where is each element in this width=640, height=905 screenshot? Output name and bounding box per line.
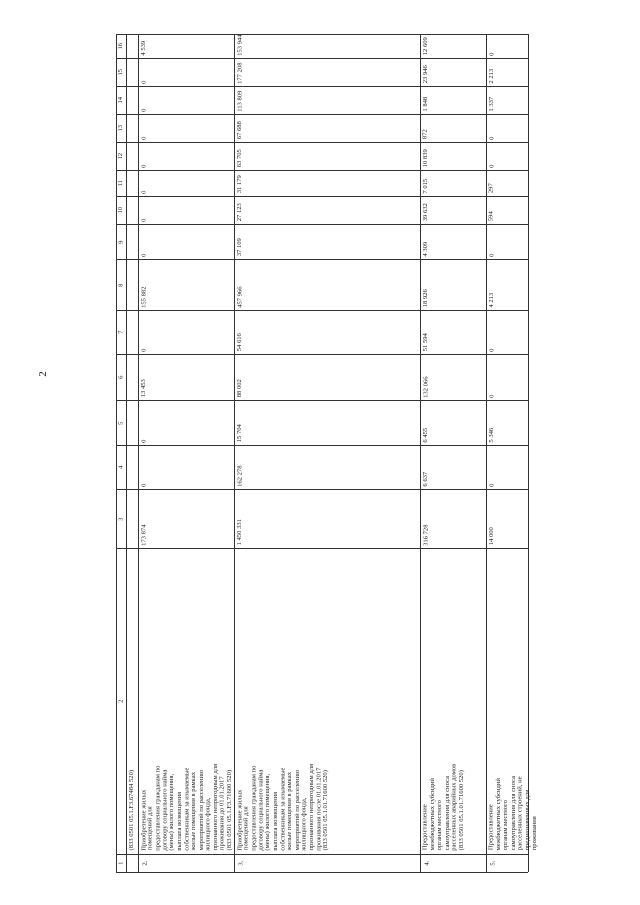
cell-value: 297: [487, 183, 495, 194]
cell-value: 0: [139, 253, 147, 257]
cell-value: 37 109: [235, 238, 243, 257]
cell-value: 15 704: [235, 424, 243, 443]
row-number: 3.: [236, 860, 244, 866]
page-number: 2: [36, 371, 49, 377]
column-header-1: 1: [116, 861, 124, 865]
row-description-line: жилищного фонда,: [300, 797, 308, 851]
cell-value: 12 609: [421, 37, 429, 56]
column-border: [116, 445, 528, 446]
row-description-line: органам местного: [436, 800, 444, 851]
column-header-3: 3: [116, 517, 124, 521]
row-description-line: предоставления гражданам по: [250, 765, 258, 851]
column-border: [116, 259, 528, 260]
cell-value: 155 882: [140, 285, 148, 308]
row-description-line: выплата возмещения: [175, 791, 183, 851]
row-description-line: помещений для: [146, 806, 154, 851]
row-description-line: (833 0501 05.1.01.71600 520): [322, 770, 330, 851]
column-border: [116, 114, 528, 115]
cell-value: 10 839: [421, 149, 429, 168]
cell-value: 0: [139, 164, 147, 168]
cell-value: 0: [139, 439, 147, 443]
row-number: 5.: [488, 860, 496, 866]
cell-value: 0: [139, 80, 147, 84]
row-description-line: расселенных аварийных домов: [450, 763, 458, 851]
column-header-6: 6: [116, 375, 124, 379]
row-description-line: договору социального найма: [257, 769, 265, 851]
cell-value: 1 848: [421, 96, 429, 112]
cell-value: 0: [139, 190, 147, 194]
cell-value: 18 926: [421, 289, 429, 308]
cell-value: 4 539: [139, 40, 147, 56]
row-description-line: жилые помещения в рамках: [190, 771, 198, 851]
column-border: [116, 489, 528, 490]
cell-value: 1 337: [487, 96, 495, 112]
cell-value: 39 632: [421, 203, 429, 222]
cell-value: 51 594: [421, 333, 429, 352]
cell-value: 88 002: [235, 379, 243, 398]
row-description-line: договору социального найма: [161, 769, 169, 851]
row-description-line: предоставления гражданам по: [154, 765, 162, 851]
row-border: [116, 34, 117, 872]
cell-value: 6 637: [421, 471, 429, 487]
column-border: [116, 872, 528, 873]
cell-value: 5 346: [487, 427, 495, 443]
column-border: [116, 854, 528, 855]
cell-value: 0: [487, 348, 495, 352]
row-description-line: Предоставление: [487, 804, 495, 851]
row-description-line: (833 0501 05.1.01.71600 520): [457, 770, 465, 851]
cell-value: 0: [139, 218, 147, 222]
cell-value: 23 946: [421, 65, 429, 84]
column-header-15: 15: [116, 68, 124, 76]
row-border: [528, 34, 529, 872]
cell-value: 0: [139, 136, 147, 140]
column-header-11: 11: [116, 180, 124, 187]
row-description-line: признанного непригодным для: [307, 763, 315, 850]
row-description-line: (мены) жилого помещения,: [264, 773, 272, 851]
row-border: [486, 34, 487, 872]
cell-value: 2 213: [487, 68, 495, 84]
column-border: [116, 142, 528, 143]
row-description-line: межбюджетных субсидий: [495, 778, 503, 851]
row-description-line: собственникам за изымаемые: [279, 767, 287, 851]
cell-value: 872: [421, 129, 429, 140]
row-description-line: (мены) жилого помещения,: [168, 773, 176, 851]
row-description-line: предназначенных для: [523, 789, 531, 851]
cell-value: 27 123: [235, 203, 243, 222]
row-description-line: жилые помещения в рамках: [286, 771, 294, 851]
row-description-line: Приобретение жилых: [235, 789, 243, 851]
cell-value: 0: [487, 483, 495, 487]
row-description-line: (833 0501 05.1.F3.71600 520): [225, 769, 233, 850]
column-header-2: 2: [116, 699, 124, 703]
cell-value: 153 944: [236, 33, 244, 56]
column-header-5: 5: [116, 421, 124, 425]
row-description-line: мероприятий по расселению: [197, 769, 205, 851]
cell-value: 0: [487, 52, 495, 56]
cell-value: 67 688: [235, 121, 243, 140]
column-border: [116, 224, 528, 225]
row-number: 4.: [422, 860, 430, 866]
cell-value: 0: [487, 164, 495, 168]
column-header-16: 16: [116, 42, 124, 50]
row-description-line: самоуправления для сноса: [443, 776, 451, 851]
row-description-line: Предоставление: [421, 804, 429, 851]
cell-value: 0: [487, 136, 495, 140]
cell-value: 1 450 331: [235, 519, 243, 546]
cell-value: 113 809: [235, 90, 243, 112]
row-border: [126, 34, 127, 872]
column-border: [116, 58, 528, 59]
cell-value: 177 208: [236, 61, 244, 84]
column-header-12: 12: [116, 152, 124, 160]
cell-value: 132 066: [422, 375, 430, 398]
column-border: [116, 196, 528, 197]
column-border: [116, 34, 528, 35]
cell-value: 0: [139, 348, 147, 352]
column-border: [116, 400, 528, 401]
cell-value: 162 278: [236, 464, 244, 487]
row-description-line: органам местного: [502, 800, 510, 851]
row-description-line: помещений для: [242, 806, 250, 851]
column-header-10: 10: [116, 206, 124, 214]
row-border: [138, 34, 139, 872]
row-description-line: жилищного фонда,: [204, 797, 212, 851]
cell-value: 14 000: [487, 527, 495, 546]
row-number: 2.: [140, 860, 148, 866]
column-border: [116, 310, 528, 311]
row-description-line: Приобретение жилых: [139, 789, 147, 851]
column-header-13: 13: [116, 124, 124, 132]
row-description-line: проживания после 01.01.2017: [315, 767, 323, 851]
continuation-code: (833 0501 05.1.F3.67484 520): [127, 769, 135, 850]
row-description-line: признанного непригодным для: [211, 763, 219, 850]
cell-value: 6 455: [421, 427, 429, 443]
column-border: [116, 86, 528, 87]
row-description-line: расселенных строений, не: [516, 776, 524, 850]
row-description-line: проживания до 01.01.2017: [218, 776, 226, 851]
cell-value: 457 966: [236, 285, 244, 308]
cell-value: 31 179: [235, 175, 243, 194]
column-header-14: 14: [116, 96, 124, 104]
row-description-line: мероприятий по расселению: [293, 769, 301, 851]
cell-value: 7 015: [421, 178, 429, 194]
cell-value: 0: [487, 253, 495, 257]
budget-table: [116, 33, 539, 872]
cell-value: 0: [139, 483, 147, 487]
column-header-8: 8: [116, 283, 124, 287]
cell-value: 63 705: [235, 149, 243, 168]
cell-value: 13 453: [139, 379, 147, 398]
cell-value: 4 213: [487, 292, 495, 308]
cell-value: 173 874: [140, 523, 148, 546]
row-description-line: межбюджетных субсидий: [429, 778, 437, 851]
row-description-line: самоуправления для сноса: [509, 776, 517, 851]
cell-value: 54 616: [235, 333, 243, 352]
cell-value: 4 309: [421, 241, 429, 257]
column-header-4: 4: [116, 465, 124, 469]
column-header-7: 7: [116, 330, 124, 334]
cell-value: 0: [139, 108, 147, 112]
column-header-9: 9: [116, 240, 124, 244]
column-border: [116, 354, 528, 355]
row-description-line: собственникам за изымаемые: [183, 767, 191, 851]
cell-value: 0: [487, 394, 495, 398]
column-border: [116, 548, 528, 549]
row-description-line: проживания: [531, 816, 539, 851]
cell-value: 316 728: [422, 523, 430, 546]
column-border: [116, 170, 528, 171]
row-description-line: выплата возмещения: [271, 791, 279, 851]
cell-value: 594: [487, 211, 495, 222]
